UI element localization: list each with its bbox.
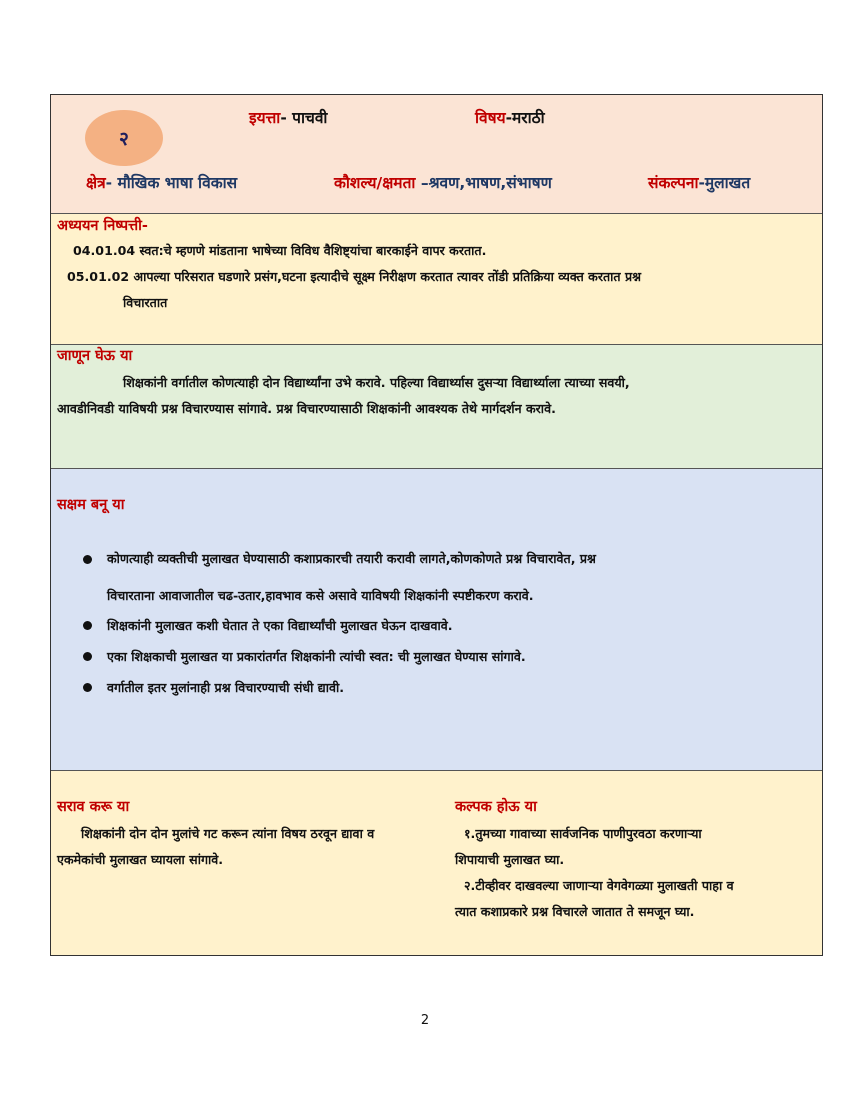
learn-heading: जाणून घेऊ या (57, 348, 133, 364)
outcomes-heading: अध्ययन निष्पत्ती- (57, 218, 148, 234)
practice-creative-section (51, 771, 822, 955)
concept-value: -मुलाखत (698, 174, 751, 192)
learn-line-1: शिक्षकांनी वर्गातील कोणत्याही दोन विद्यार्थ्यांना उभे करावे. पहिल्या विद्यार्थ्यास दुसऱ्या विद्यार्थ्याला त्याच्या सवयी, (123, 375, 630, 390)
grade-value: - पाचवी (280, 109, 328, 127)
creative-line-2: शिपायाची मुलाखत घ्या. (455, 852, 565, 867)
creative-line-3: २.टीव्हीवर दाखवल्या जाणाऱ्या वेगवेगळ्या मुलाखती पाहा व (464, 878, 734, 893)
list-item (51, 610, 596, 641)
learn-section (51, 345, 822, 469)
list-item (51, 641, 596, 672)
creative-line-4: त्यात कशाप्रकारे प्रश्न विचारले जातात ते समजून घ्या. (455, 904, 695, 919)
area-line (86, 171, 237, 193)
practice-heading: सराव करू या (57, 799, 130, 815)
lesson-number-badge (85, 110, 163, 166)
creative-heading: कल्पक होऊ या (455, 799, 537, 815)
subject-value: -मराठी (505, 109, 545, 127)
concept-line (648, 171, 750, 193)
grade-line (249, 106, 327, 128)
bullet-1-line-2: विचारताना आवाजातील चढ-उतार,हावभाव कसे असावे याविषयी शिक्षकांनी स्पष्टीकरण करावे. (107, 588, 534, 603)
lesson-number: २ (119, 128, 129, 150)
subject-label: विषय (475, 109, 506, 127)
skill-label: कौशल्य/क्षमता (334, 174, 416, 192)
bullet-2: शिक्षकांनी मुलाखत कशी घेतात ते एका विद्यार्थ्यांची मुलाखत घेऊन दाखवावे. (107, 618, 453, 633)
subject-line (475, 106, 545, 128)
header-section (51, 95, 822, 214)
concept-label: संकल्पना (648, 174, 699, 192)
able-bullet-list (51, 546, 596, 703)
area-label: क्षेत्र (86, 174, 106, 192)
area-value: - मौखिक भाषा विकास (105, 174, 238, 192)
outcome-line-3: विचारतात (123, 295, 168, 310)
outcome-line-1: 04.01.04 स्वत:चे म्हणणे मांडताना भाषेच्या विविध वैशिष्ट्यांचा बारकाईने वापर करतात. (73, 243, 487, 258)
practice-line-2: एकमेकांची मुलाखत घ्यायला सांगावे. (57, 852, 224, 867)
outcomes-section (51, 214, 822, 345)
lesson-table (50, 94, 823, 956)
skill-line (334, 171, 552, 193)
bullet-3: एका शिक्षकाची मुलाखत या प्रकारांतर्गत शिक्षकांनी त्यांची स्वत: ची मुलाखत घेण्यास सांगावे. (107, 649, 526, 664)
outcome-line-2: 05.01.02 आपल्या परिसरात घडणारे प्रसंग,घटना इत्यादीचे सूक्ष्म निरीक्षण करतात त्यावर तोंडी प्रतिक्रिया व्यक्त करतात प्रश्न (67, 269, 642, 284)
practice-line-1: शिक्षकांनी दोन दोन मुलांचे गट करून त्यांना विषय ठरवून द्यावा व (81, 826, 375, 841)
page-number: 2 (420, 1013, 430, 1028)
bullet-1-line-1: कोणत्याही व्यक्तीची मुलाखत घेण्यासाठी कशाप्रकारची तयारी करावी लागते,कोणकोणते प्रश्न विचारावेत, प्रश्न (107, 551, 596, 566)
skill-value: –श्रवण,भाषण,संभाषण (415, 174, 552, 192)
able-heading: सक्षम बनू या (57, 497, 125, 513)
list-item (51, 546, 596, 572)
learn-line-2: आवडीनिवडी याविषयी प्रश्न विचारण्यास सांगावे. प्रश्न विचारण्यासाठी शिक्षकांनी आवश्यक तेथे मार्गदर्शन करावे. (57, 401, 556, 416)
list-item (51, 572, 596, 610)
list-item (51, 672, 596, 703)
creative-line-1: १.तुमच्या गावाच्या सार्वजनिक पाणीपुरवठा करणाऱ्या (464, 826, 702, 841)
able-section (51, 469, 822, 771)
grade-label: इयत्ता (249, 109, 281, 127)
bullet-4: वर्गातील इतर मुलांनाही प्रश्न विचारण्याची संधी द्यावी. (107, 680, 344, 695)
